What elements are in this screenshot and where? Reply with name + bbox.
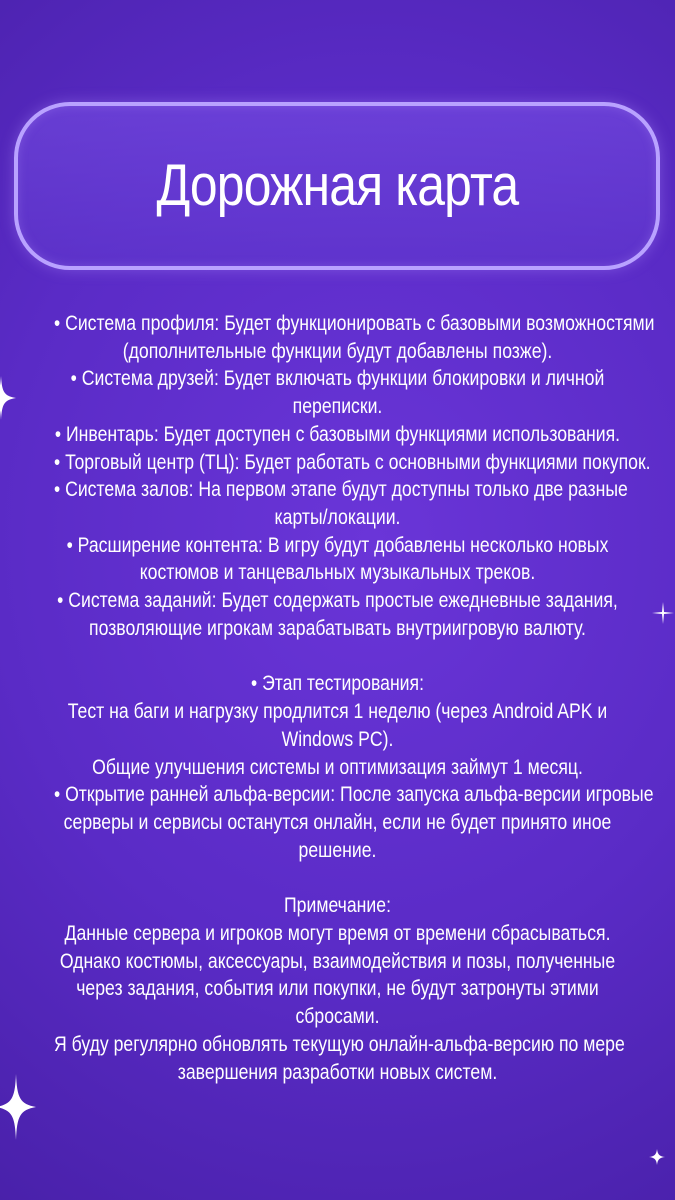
sparkle-icon [652,602,674,624]
text-line: • Система профиля: Будет функционировать с базовыми возможностями [54,312,655,335]
text-line: завершения разработки новых систем. [177,1060,498,1084]
features-section [0,310,675,642]
roadmap-text [0,310,675,1086]
text-line: Я буду регулярно обновлять текущую онлайн-альфа-версию по мере [54,1032,625,1056]
text-line: Общие улучшения системы и оптимизация займут 1 месяц. [92,755,583,779]
text-line: Windows PC). [281,727,394,751]
text-line: Примечание: [283,894,391,918]
text-line: Однако костюмы, аксессуары, взаимодействия и позы, полученные [59,949,616,973]
text-line: решение. [298,838,377,862]
text-line: • Система залов: На первом этапе будут доступны только две разные [54,478,628,502]
text-line: через задания, события или покупки, не будут затронуты этими [76,977,599,1001]
sparkle-icon [649,1149,665,1165]
section-gap [0,642,675,670]
text-line: • Этап тестирования: [250,672,424,696]
testing-section [0,670,675,864]
text-line: карты/локации. [274,505,401,529]
text-line: сбросами. [295,1005,380,1029]
title-banner [14,102,660,270]
text-line: Тест на баги и нагрузку продлится 1 неделю (через Android APK и [67,700,608,724]
sparkle-icon [0,376,16,420]
text-line: • Торговый центр (ТЦ): Будет работать с основными функциями покупок. [54,450,651,474]
text-line: позволяющие игрокам зарабатывать внутриигровую валюту. [89,616,586,640]
text-line: серверы и сервисы останутся онлайн, если не будет принято иное [63,810,612,834]
note-section [0,892,675,1086]
sparkle-icon [0,1074,36,1140]
text-line: (дополнительные функции будут добавлены позже). [122,339,553,363]
text-line: • Расширение контента: В игру будут добавлены несколько новых [66,533,609,557]
text-line: Данные сервера и игроков могут время от времени сбрасываться. [64,922,611,946]
text-line: • Инвентарь: Будет доступен с базовыми функциями использования. [54,422,621,446]
text-line: • Система заданий: Будет содержать простые ежедневные задания, [57,589,618,613]
text-line: • Открытие ранней альфа-версии: После запуска альфа-версии игровые [54,783,654,807]
page-title: Дорожная карта [156,153,518,218]
text-line: костюмов и танцевальных музыкальных треков. [139,561,536,585]
section-gap [0,864,675,892]
text-line: • Система друзей: Будет включать функции блокировки и личной [70,367,605,391]
text-line: переписки. [292,395,383,419]
